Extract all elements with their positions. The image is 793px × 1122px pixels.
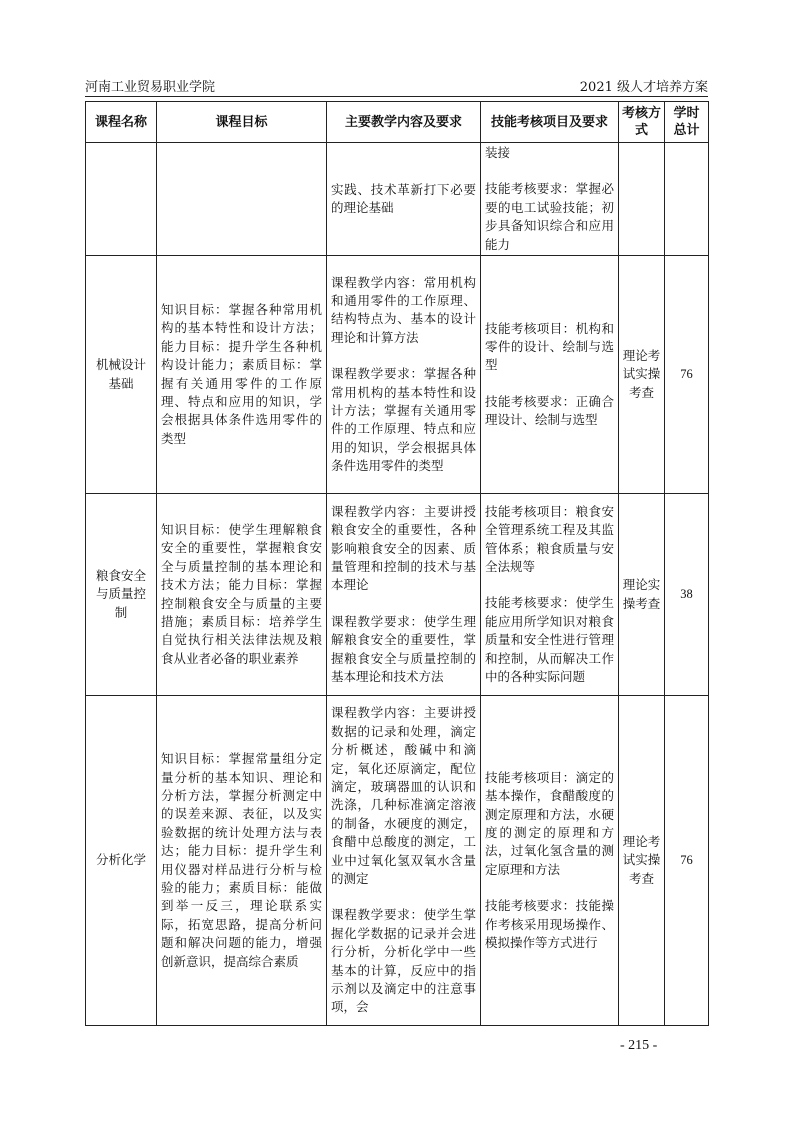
- hours-cell: 38: [665, 494, 709, 696]
- content-cell: [327, 256, 481, 494]
- col-header-course-name: 课程名称: [86, 102, 157, 143]
- content-cell: [327, 494, 481, 696]
- skill-cell: [481, 494, 619, 696]
- method-cell: 理论考试实操考查: [619, 696, 665, 1026]
- skill-requirement: 技能考核要求：技能操作考核采用现场操作、模拟操作等方式进行: [485, 898, 614, 950]
- content-cell: [327, 696, 481, 1026]
- content-requirement: 课程教学要求：使学生掌握化学数据的记录并会进行分析，分析化学中一些基本的计算，反应中的指示剂以及滴定中的注意事项，会: [331, 907, 476, 1015]
- table-row: [86, 494, 709, 696]
- skill-item: 技能考核项目：机构和零件的设计、绘制与选型: [485, 320, 614, 373]
- method-cell: 理论考试实操考查: [619, 256, 665, 494]
- skill-requirement: 技能考核要求：掌握必要的电工试验技能；初步具备知识综合和应用能力: [485, 181, 614, 252]
- header-rule: [85, 96, 708, 97]
- header-document-title: 2021 级人才培养方案: [579, 80, 708, 95]
- course-name-cell: 粮食安全与质量控制: [86, 494, 157, 696]
- course-name-cell: 分析化学: [86, 696, 157, 1026]
- skill-cell: [481, 256, 619, 494]
- method-cell: 理论实操考查: [619, 494, 665, 696]
- content-intro: 课程教学内容：主要讲授数据的记录和处理，滴定分析概述，酸碱中和滴定，氧化还原滴定，配位滴定，玻璃器皿的认识和洗涤，几种标准滴定溶液的制备，水硬度的测定，食醋中总酸度的测定，工业中过氧化氢双氧水含量的测定: [331, 705, 476, 886]
- method-cell: [619, 143, 665, 256]
- col-header-hours: 学时总计: [665, 102, 709, 143]
- skill-item: 技能考核项目：滴定的基本操作，食醋酸度的测定原理和方法，水硬度的测定的原理和方法，过氧化氢含量的测定原理和方法: [485, 769, 614, 877]
- content-intro: 课程教学内容：常用机构和通用零件的工作原理、结构特点为、基本的设计理论和计算方法: [331, 274, 476, 345]
- skill-item: 装接: [485, 145, 511, 160]
- course-goal-cell: [157, 143, 327, 256]
- col-header-course-goal: 课程目标: [157, 102, 327, 143]
- skill-item: 技能考核项目：粮食安全管理系统工程及其监管体系；粮食质量与安全法规等: [485, 503, 614, 574]
- table-row: [86, 696, 709, 1026]
- col-header-skill: 技能考核项目及要求: [481, 102, 619, 143]
- skill-requirement: 技能考核要求：正确合理设计、绘制与选型: [485, 393, 614, 428]
- skill-requirement: 技能考核要求：使学生能应用所学知识对粮食质量和安全性进行管理和控制，从而解决工作中的各种实际问题: [485, 595, 614, 684]
- content-intro: 课程教学内容：主要讲授粮食安全的重要性，各种影响粮食安全的因素、质量管理和控制的技术与基本理论: [331, 503, 476, 593]
- table-row: [86, 143, 709, 256]
- curriculum-table: [85, 101, 709, 1026]
- page-number: - 215 -: [620, 1038, 658, 1053]
- course-goal-cell: 知识目标：掌握常量组分定量分析的基本知识、理论和分析方法，掌握分析测定中的误差来源、表征，以及实验数据的统计处理方法与表达；能力目标：提升学生利用仪器对样品进行分析与检验的能力；素质目标：能做到举一反三，理论联系实际，拓宽思路，提高分析问题和解决问题的能力，增强创新意识，提高综合素质: [157, 696, 327, 1026]
- col-header-content: 主要教学内容及要求: [327, 102, 481, 143]
- course-name-cell: [86, 143, 157, 256]
- skill-cell: [481, 696, 619, 1026]
- table-row: [86, 256, 709, 494]
- hours-cell: [665, 143, 709, 256]
- hours-cell: 76: [665, 696, 709, 1026]
- content-requirement: 课程教学要求：掌握各种常用机构的基本特性和设计方法；掌握有关通用零件的工作原理、特点和应用的知识，学会根据具体条件选用零件的类型: [331, 366, 476, 474]
- skill-cell: [481, 143, 619, 256]
- content-intro: 实践、技术革新打下必要的理论基础: [331, 181, 476, 216]
- hours-cell: 76: [665, 256, 709, 494]
- course-goal-cell: 知识目标：掌握各种常用机构的基本特性和设计方法；能力目标：提升学生各种机构设计能力；素质目标：掌握有关通用零件的工作原理、特点和应用的知识，学会根据具体条件选用零件的类型: [157, 256, 327, 494]
- col-header-method: 考核方式: [619, 102, 665, 143]
- course-name-cell: 机械设计基础: [86, 256, 157, 494]
- content-requirement: 课程教学要求：使学生理解粮食安全的重要性，掌握粮食安全与质量控制的基本理论和技术方法: [331, 613, 476, 684]
- course-goal-cell: 知识目标：使学生理解粮食安全的重要性，掌握粮食安全与质量控制的基本理论和技术方法；能力目标：掌握控制粮食安全与质量的主要措施；素质目标：培养学生自觉执行相关法律法规及粮食从业者必备的职业素养: [157, 494, 327, 696]
- content-cell: [327, 143, 481, 256]
- table-header-row: [86, 102, 709, 143]
- header-school: 河南工业贸易职业学院: [85, 80, 216, 95]
